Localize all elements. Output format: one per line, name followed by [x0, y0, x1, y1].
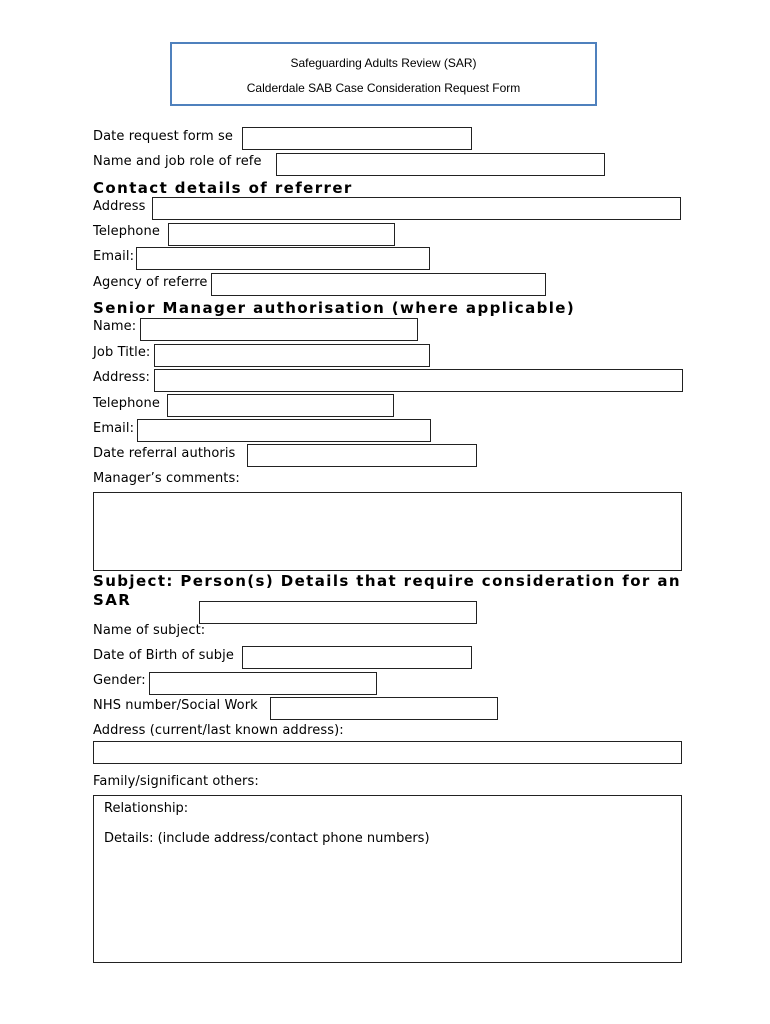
manager-name-label: Name: — [93, 319, 137, 334]
subject-nhs-label: NHS number/Social Work — [93, 698, 258, 713]
form-subtitle: Calderdale SAB Case Consideration Request Form — [246, 81, 521, 95]
family-details-field[interactable] — [93, 795, 682, 963]
contact-heading: Contact details of referrer — [93, 179, 353, 197]
manager-address-label: Address: — [93, 370, 150, 385]
subject-heading-line1: Subject: Person(s) Details that require consideration for an — [93, 572, 681, 590]
contact-agency-label: Agency of referre — [93, 275, 208, 290]
manager-job-title-label: Job Title: — [93, 345, 151, 360]
subject-heading-line2: SAR — [93, 591, 132, 609]
contact-telephone-label: Telephone — [93, 224, 160, 239]
name-role-label: Name and job role of refe — [93, 154, 262, 169]
contact-email-field[interactable] — [136, 247, 430, 270]
manager-heading: Senior Manager authorisation (where applicable) — [93, 299, 576, 317]
contact-agency-field[interactable] — [211, 273, 546, 296]
manager-email-field[interactable] — [137, 419, 431, 442]
manager-name-field[interactable] — [140, 318, 418, 341]
manager-telephone-field[interactable] — [167, 394, 394, 417]
subject-gender-field[interactable] — [149, 672, 377, 695]
subject-name-label: Name of subject: — [93, 623, 206, 638]
manager-email-label: Email: — [93, 421, 135, 436]
manager-job-title-field[interactable] — [154, 344, 430, 367]
contact-telephone-field[interactable] — [168, 223, 395, 246]
subject-dob-label: Date of Birth of subje — [93, 648, 234, 663]
manager-telephone-label: Telephone — [93, 396, 160, 411]
family-label: Family/significant others: — [93, 774, 259, 789]
name-role-field[interactable] — [276, 153, 605, 176]
manager-comments-field[interactable] — [93, 492, 682, 571]
subject-name-field[interactable] — [199, 601, 477, 624]
date-request-field[interactable] — [242, 127, 472, 150]
form-title: Safeguarding Adults Review (SAR) — [290, 56, 477, 70]
form-title-box — [170, 42, 597, 106]
manager-date-field[interactable] — [247, 444, 477, 467]
subject-address-label: Address (current/last known address): — [93, 723, 344, 738]
manager-date-label: Date referral authoris — [93, 446, 236, 461]
date-request-label: Date request form se — [93, 129, 233, 144]
subject-dob-field[interactable] — [242, 646, 472, 669]
subject-gender-label: Gender: — [93, 673, 146, 688]
details-label: Details: (include address/contact phone numbers) — [104, 831, 430, 846]
contact-email-label: Email: — [93, 249, 135, 264]
contact-address-field[interactable] — [152, 197, 681, 220]
subject-address-field[interactable] — [93, 741, 682, 764]
relationship-label: Relationship: — [104, 801, 189, 816]
subject-nhs-field[interactable] — [270, 697, 498, 720]
manager-comments-label: Manager’s comments: — [93, 471, 240, 486]
manager-address-field[interactable] — [154, 369, 683, 392]
contact-address-label: Address — [93, 199, 146, 214]
